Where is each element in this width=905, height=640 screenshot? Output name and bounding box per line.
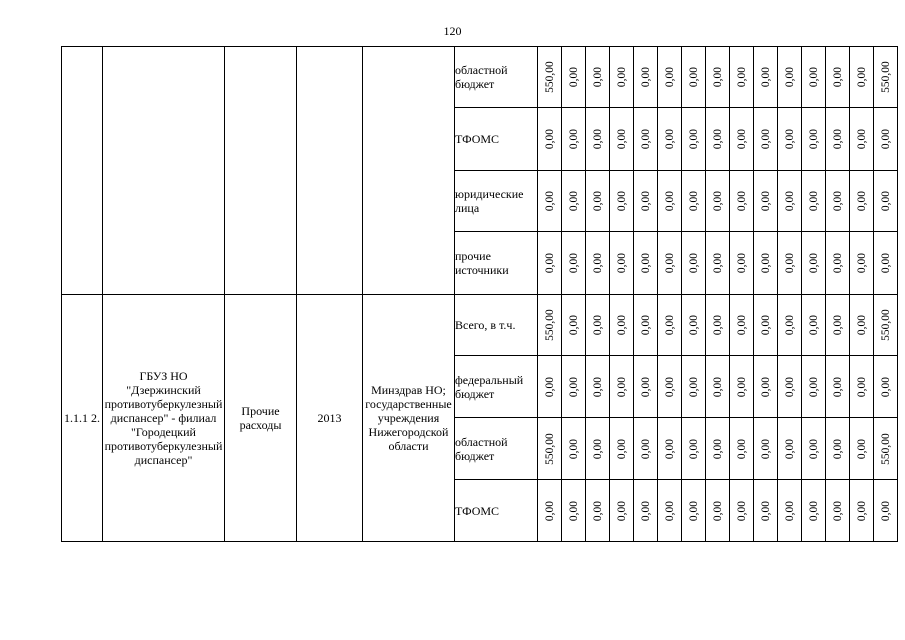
value-cell [706,232,730,295]
value-cell [538,418,562,480]
value-cell [634,47,658,108]
value-cell [850,108,874,171]
value-cell [754,47,778,108]
value-text: 0,00 [807,66,820,88]
value-cell [826,356,850,418]
value-text: 0,00 [879,376,892,397]
value-cell [706,356,730,418]
value-text: 0,00 [567,66,580,88]
value-cell [826,232,850,295]
value-text: 0,00 [783,252,796,274]
value-text: 0,00 [807,128,820,150]
value-text: 0,00 [591,500,604,521]
value-cell [826,171,850,232]
value-cell [706,295,730,356]
value-text: 0,00 [567,438,580,459]
value-text: 0,00 [759,190,772,212]
value-cell [850,171,874,232]
value-cell [850,47,874,108]
value-cell [730,480,754,542]
value-text: 0,00 [567,128,580,150]
value-cell [610,356,634,418]
value-text: 0,00 [663,438,676,459]
value-text: 0,00 [591,128,604,150]
value-cell [874,232,898,295]
value-text: 0,00 [687,128,700,150]
value-cell [562,295,586,356]
table-row [62,295,898,356]
value-cell [682,47,706,108]
value-text: 550,00 [543,432,556,465]
value-cell [610,232,634,295]
value-text: 0,00 [687,252,700,274]
value-cell [754,356,778,418]
expense-type: Прочие расходы [225,295,297,542]
value-text: 0,00 [639,438,652,459]
value-text: 0,00 [639,66,652,88]
value-text: 0,00 [567,314,580,336]
value-text: 0,00 [615,500,628,521]
value-cell [610,108,634,171]
value-text: 0,00 [855,190,868,212]
value-cell [658,232,682,295]
value-cell [778,171,802,232]
value-text: 0,00 [711,66,724,88]
value-cell [754,108,778,171]
value-cell [586,418,610,480]
value-text: 0,00 [735,66,748,88]
value-cell [874,108,898,171]
value-text: 0,00 [759,128,772,150]
value-cell [730,108,754,171]
value-text: 0,00 [711,376,724,397]
value-cell [706,108,730,171]
value-text: 0,00 [543,500,556,521]
value-text: 0,00 [831,190,844,212]
value-text: 0,00 [831,438,844,459]
value-text: 550,00 [879,432,892,465]
value-cell [754,418,778,480]
value-cell [634,108,658,171]
funding-source: прочие источники [455,232,538,295]
value-text: 550,00 [879,309,892,341]
value-cell [826,108,850,171]
funding-source: юридические лица [455,171,538,232]
value-cell [538,47,562,108]
value-text: 0,00 [783,128,796,150]
value-text: 0,00 [855,252,868,274]
value-text: 0,00 [663,66,676,88]
year-cell-empty [297,47,363,295]
value-cell [850,232,874,295]
value-text: 0,00 [687,66,700,88]
value-cell [850,356,874,418]
value-text: 0,00 [663,500,676,521]
value-cell [658,171,682,232]
value-text: 550,00 [543,309,556,341]
value-text: 0,00 [615,190,628,212]
value-text: 0,00 [807,438,820,459]
value-text: 0,00 [711,252,724,274]
value-cell [682,232,706,295]
value-cell [874,171,898,232]
value-cell [682,295,706,356]
value-cell [586,480,610,542]
value-cell [634,232,658,295]
value-text: 0,00 [711,314,724,336]
value-text: 0,00 [687,314,700,336]
value-text: 0,00 [759,376,772,397]
value-text: 550,00 [543,61,556,93]
value-text: 0,00 [807,376,820,397]
value-cell [778,47,802,108]
value-text: 0,00 [735,314,748,336]
value-cell [874,418,898,480]
value-cell [730,47,754,108]
value-text: 0,00 [735,376,748,397]
value-cell [778,232,802,295]
value-cell [874,356,898,418]
value-text: 0,00 [711,500,724,521]
value-text: 0,00 [615,314,628,336]
value-cell [634,418,658,480]
value-cell [538,480,562,542]
value-cell [802,295,826,356]
value-text: 0,00 [831,314,844,336]
value-cell [562,232,586,295]
value-text: 0,00 [663,190,676,212]
funding-source: Всего, в т.ч. [455,295,538,356]
value-text: 0,00 [615,438,628,459]
value-cell [682,108,706,171]
value-text: 0,00 [855,500,868,521]
value-cell [538,232,562,295]
value-text: 0,00 [543,190,556,212]
value-text: 0,00 [735,128,748,150]
value-cell [538,171,562,232]
value-text: 0,00 [855,438,868,459]
value-cell [754,171,778,232]
value-text: 0,00 [783,66,796,88]
value-text: 0,00 [663,376,676,397]
value-text: 0,00 [831,376,844,397]
value-text: 0,00 [855,376,868,397]
value-cell [658,356,682,418]
value-cell [730,295,754,356]
year: 2013 [297,295,363,542]
value-cell [802,418,826,480]
value-text: 0,00 [567,376,580,397]
value-cell [634,480,658,542]
value-cell [586,108,610,171]
value-cell [778,418,802,480]
value-text: 0,00 [783,500,796,521]
value-cell [826,418,850,480]
value-text: 0,00 [807,252,820,274]
value-cell [754,295,778,356]
value-text: 0,00 [807,314,820,336]
value-cell [562,480,586,542]
value-text: 0,00 [879,128,892,150]
value-text: 0,00 [591,376,604,397]
value-text: 0,00 [639,376,652,397]
budget-table [61,46,898,542]
value-cell [730,418,754,480]
value-text: 550,00 [879,61,892,93]
value-text: 0,00 [831,128,844,150]
value-cell [682,418,706,480]
value-text: 0,00 [783,376,796,397]
value-text: 0,00 [615,252,628,274]
value-text: 0,00 [543,252,556,274]
value-cell [850,480,874,542]
value-cell [586,356,610,418]
value-text: 0,00 [735,252,748,274]
value-cell [562,418,586,480]
value-text: 0,00 [711,128,724,150]
value-cell [634,356,658,418]
value-text: 0,00 [735,500,748,521]
executor-cell-empty [363,47,455,295]
value-text: 0,00 [567,252,580,274]
value-text: 0,00 [879,500,892,521]
value-cell [778,356,802,418]
value-cell [730,171,754,232]
value-text: 0,00 [831,500,844,521]
value-cell [610,171,634,232]
value-text: 0,00 [639,314,652,336]
value-text: 0,00 [687,190,700,212]
value-cell [706,480,730,542]
value-text: 0,00 [855,128,868,150]
value-cell [730,232,754,295]
value-cell [658,418,682,480]
value-text: 0,00 [759,500,772,521]
funding-source: областной бюджет [455,47,538,108]
funding-source: ТФОМС [455,108,538,171]
value-text: 0,00 [615,376,628,397]
value-text: 0,00 [783,438,796,459]
value-text: 0,00 [855,66,868,88]
table-row [62,47,898,108]
value-text: 0,00 [759,438,772,459]
value-cell [802,480,826,542]
value-cell [706,47,730,108]
value-text: 0,00 [783,190,796,212]
value-cell [802,232,826,295]
value-text: 0,00 [639,190,652,212]
value-text: 0,00 [735,438,748,459]
value-cell [562,47,586,108]
value-cell [826,47,850,108]
value-text: 0,00 [543,376,556,397]
value-text: 0,00 [687,438,700,459]
value-text: 0,00 [831,66,844,88]
value-cell [802,356,826,418]
value-cell [610,47,634,108]
value-text: 0,00 [687,376,700,397]
value-cell [586,295,610,356]
value-cell [658,295,682,356]
value-cell [658,108,682,171]
value-text: 0,00 [663,128,676,150]
value-cell [538,295,562,356]
number-cell-empty [62,47,103,295]
value-text: 0,00 [831,252,844,274]
value-text: 0,00 [855,314,868,336]
value-cell [562,356,586,418]
value-cell [874,47,898,108]
value-text: 0,00 [735,190,748,212]
value-text: 0,00 [543,128,556,150]
expense-cell-empty [225,47,297,295]
value-cell [778,295,802,356]
value-cell [826,295,850,356]
funding-source: областной бюджет [455,418,538,480]
value-cell [562,108,586,171]
value-cell [754,232,778,295]
value-cell [610,295,634,356]
institution-cell-empty [103,47,225,295]
value-text: 0,00 [615,66,628,88]
value-text: 0,00 [807,190,820,212]
value-text: 0,00 [591,190,604,212]
value-cell [706,171,730,232]
value-text: 0,00 [639,500,652,521]
value-cell [730,356,754,418]
funding-source: ТФОМС [455,480,538,542]
value-text: 0,00 [639,252,652,274]
value-cell [682,480,706,542]
value-text: 0,00 [687,500,700,521]
value-cell [874,295,898,356]
value-cell [778,108,802,171]
value-text: 0,00 [879,190,892,212]
value-text: 0,00 [879,252,892,274]
value-text: 0,00 [783,314,796,336]
value-text: 0,00 [759,314,772,336]
value-text: 0,00 [567,190,580,212]
value-cell [874,480,898,542]
executor: Минздрав НО; государственные учреждения Нижегородской области [363,295,455,542]
value-cell [850,418,874,480]
institution-name: ГБУЗ НО "Дзержинский противотуберкулезный диспансер" - филиал "Городецкий противотуберкулезный диспансер" [103,295,225,542]
value-cell [778,480,802,542]
value-cell [850,295,874,356]
value-text: 0,00 [615,128,628,150]
value-cell [658,47,682,108]
value-cell [634,295,658,356]
value-text: 0,00 [807,500,820,521]
value-cell [754,480,778,542]
value-cell [802,171,826,232]
value-cell [586,232,610,295]
value-text: 0,00 [591,66,604,88]
value-text: 0,00 [759,66,772,88]
value-cell [586,171,610,232]
value-text: 0,00 [567,500,580,521]
funding-source: федеральный бюджет [455,356,538,418]
value-text: 0,00 [663,252,676,274]
value-cell [610,418,634,480]
value-text: 0,00 [711,438,724,459]
value-cell [586,47,610,108]
value-cell [802,47,826,108]
value-cell [658,480,682,542]
value-text: 0,00 [591,314,604,336]
value-cell [562,171,586,232]
value-cell [682,171,706,232]
value-cell [802,108,826,171]
value-cell [538,356,562,418]
page-number: 120 [443,24,462,38]
value-cell [610,480,634,542]
value-text: 0,00 [591,252,604,274]
value-cell [634,171,658,232]
value-cell [706,418,730,480]
item-number: 1.1.1 2. [62,295,103,542]
value-text: 0,00 [663,314,676,336]
value-text: 0,00 [759,252,772,274]
value-cell [682,356,706,418]
value-cell [826,480,850,542]
value-text: 0,00 [639,128,652,150]
value-text: 0,00 [591,438,604,459]
value-text: 0,00 [711,190,724,212]
value-cell [538,108,562,171]
